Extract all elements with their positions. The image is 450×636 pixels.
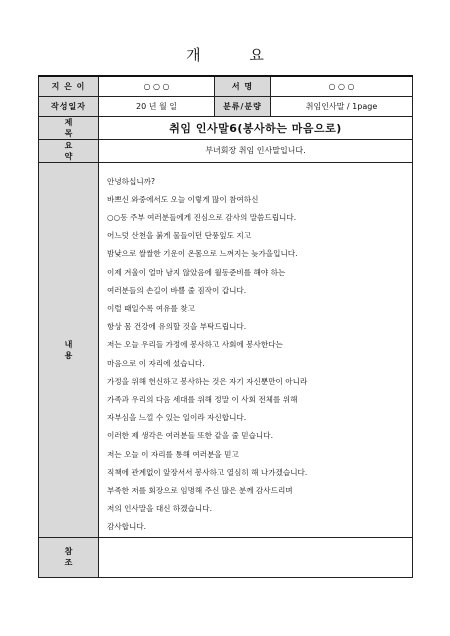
content-line: 저는 오늘 이 자리를 통해 여러분을 믿고 <box>107 449 239 459</box>
reference-label: 참 조 <box>39 537 99 577</box>
content-line: 저는 오늘 우리들 가정에 봉사하고 사회에 봉사한다는 <box>107 340 283 350</box>
content-line: 이럴 때일수록 여유를 찾고 <box>107 303 195 313</box>
content-line: 저의 인사말을 대신 하겠습니다. <box>107 504 213 514</box>
subject-value: 취임 인사말6(봉사하는 마음으로) <box>99 116 413 139</box>
content-line: 부족한 저를 회장으로 임명해 주신 많은 분께 감사드리며 <box>107 485 293 495</box>
summary-label: 요 약 <box>39 139 99 162</box>
content-body <box>99 162 413 537</box>
row-reference <box>39 537 413 577</box>
subject-label: 제 목 <box>39 116 99 139</box>
author-value: ○ ○ ○ <box>99 76 215 96</box>
content-line: 어느덧 산천을 붉게 물들이던 단풍잎도 지고 <box>107 231 252 241</box>
category-value: 취임인사말 / 1page <box>271 96 413 116</box>
content-line: 감사합니다. <box>107 522 147 532</box>
content-line: 여러분들의 손길이 바쁠 줄 짐작이 갑니다. <box>107 285 247 295</box>
content-line: 자부심을 느낄 수 있는 일이라 자신합니다. <box>107 413 247 423</box>
summary-value: 부녀회장 취임 인사말입니다. <box>99 139 413 162</box>
category-label: 분류/분량 <box>215 96 271 116</box>
signature-label: 서 명 <box>215 76 271 96</box>
content-line: 이러한 제 생각은 여러분들 또한 같을 줄 믿습니다. <box>107 431 274 441</box>
row-date <box>39 96 413 116</box>
summary-form-table <box>38 75 413 578</box>
reference-value <box>99 537 413 577</box>
content-label: 내 용 <box>39 162 99 537</box>
document-title: 개 요 <box>186 46 286 64</box>
content-line: 바쁘신 와중에서도 오늘 이렇게 많이 참여하신 <box>107 194 259 204</box>
content-line: ○○동 주부 여러분들에게 진심으로 감사의 말씀드립니다. <box>107 212 297 222</box>
row-subject <box>39 116 413 139</box>
content-line: 가정을 위해 헌신하고 봉사하는 것은 자기 자신뿐만이 아니라 <box>107 376 308 386</box>
content-line: 직책에 관계없이 앞장서서 봉사하고 열심히 해 나가겠습니다. <box>107 467 308 477</box>
content-lines <box>99 163 412 537</box>
author-label: 지 은 이 <box>39 76 99 96</box>
content-line: 항상 몸 건강에 유의할 것을 부탁드립니다. <box>107 322 247 332</box>
content-line: 가족과 우리의 다음 세대를 위해 정말 이 사회 전체를 위해 <box>107 394 298 404</box>
content-line: 이제 겨울이 얼마 남지 않았음에 월동준비를 해야 하는 <box>107 267 286 277</box>
content-line: 안녕하십니까? <box>107 176 156 186</box>
date-value: 20 년 월 일 <box>99 96 215 116</box>
row-summary <box>39 139 413 162</box>
row-content <box>39 162 413 537</box>
date-label: 작성일자 <box>39 96 99 116</box>
signature-value: ○ ○ ○ <box>271 76 413 96</box>
content-line: 마음으로 이 자리에 섰습니다. <box>107 358 205 368</box>
content-line: 밤낮으로 쌀쌀한 기운이 온몸으로 느껴지는 늦가을입니다. <box>107 249 298 259</box>
row-author <box>39 76 413 96</box>
